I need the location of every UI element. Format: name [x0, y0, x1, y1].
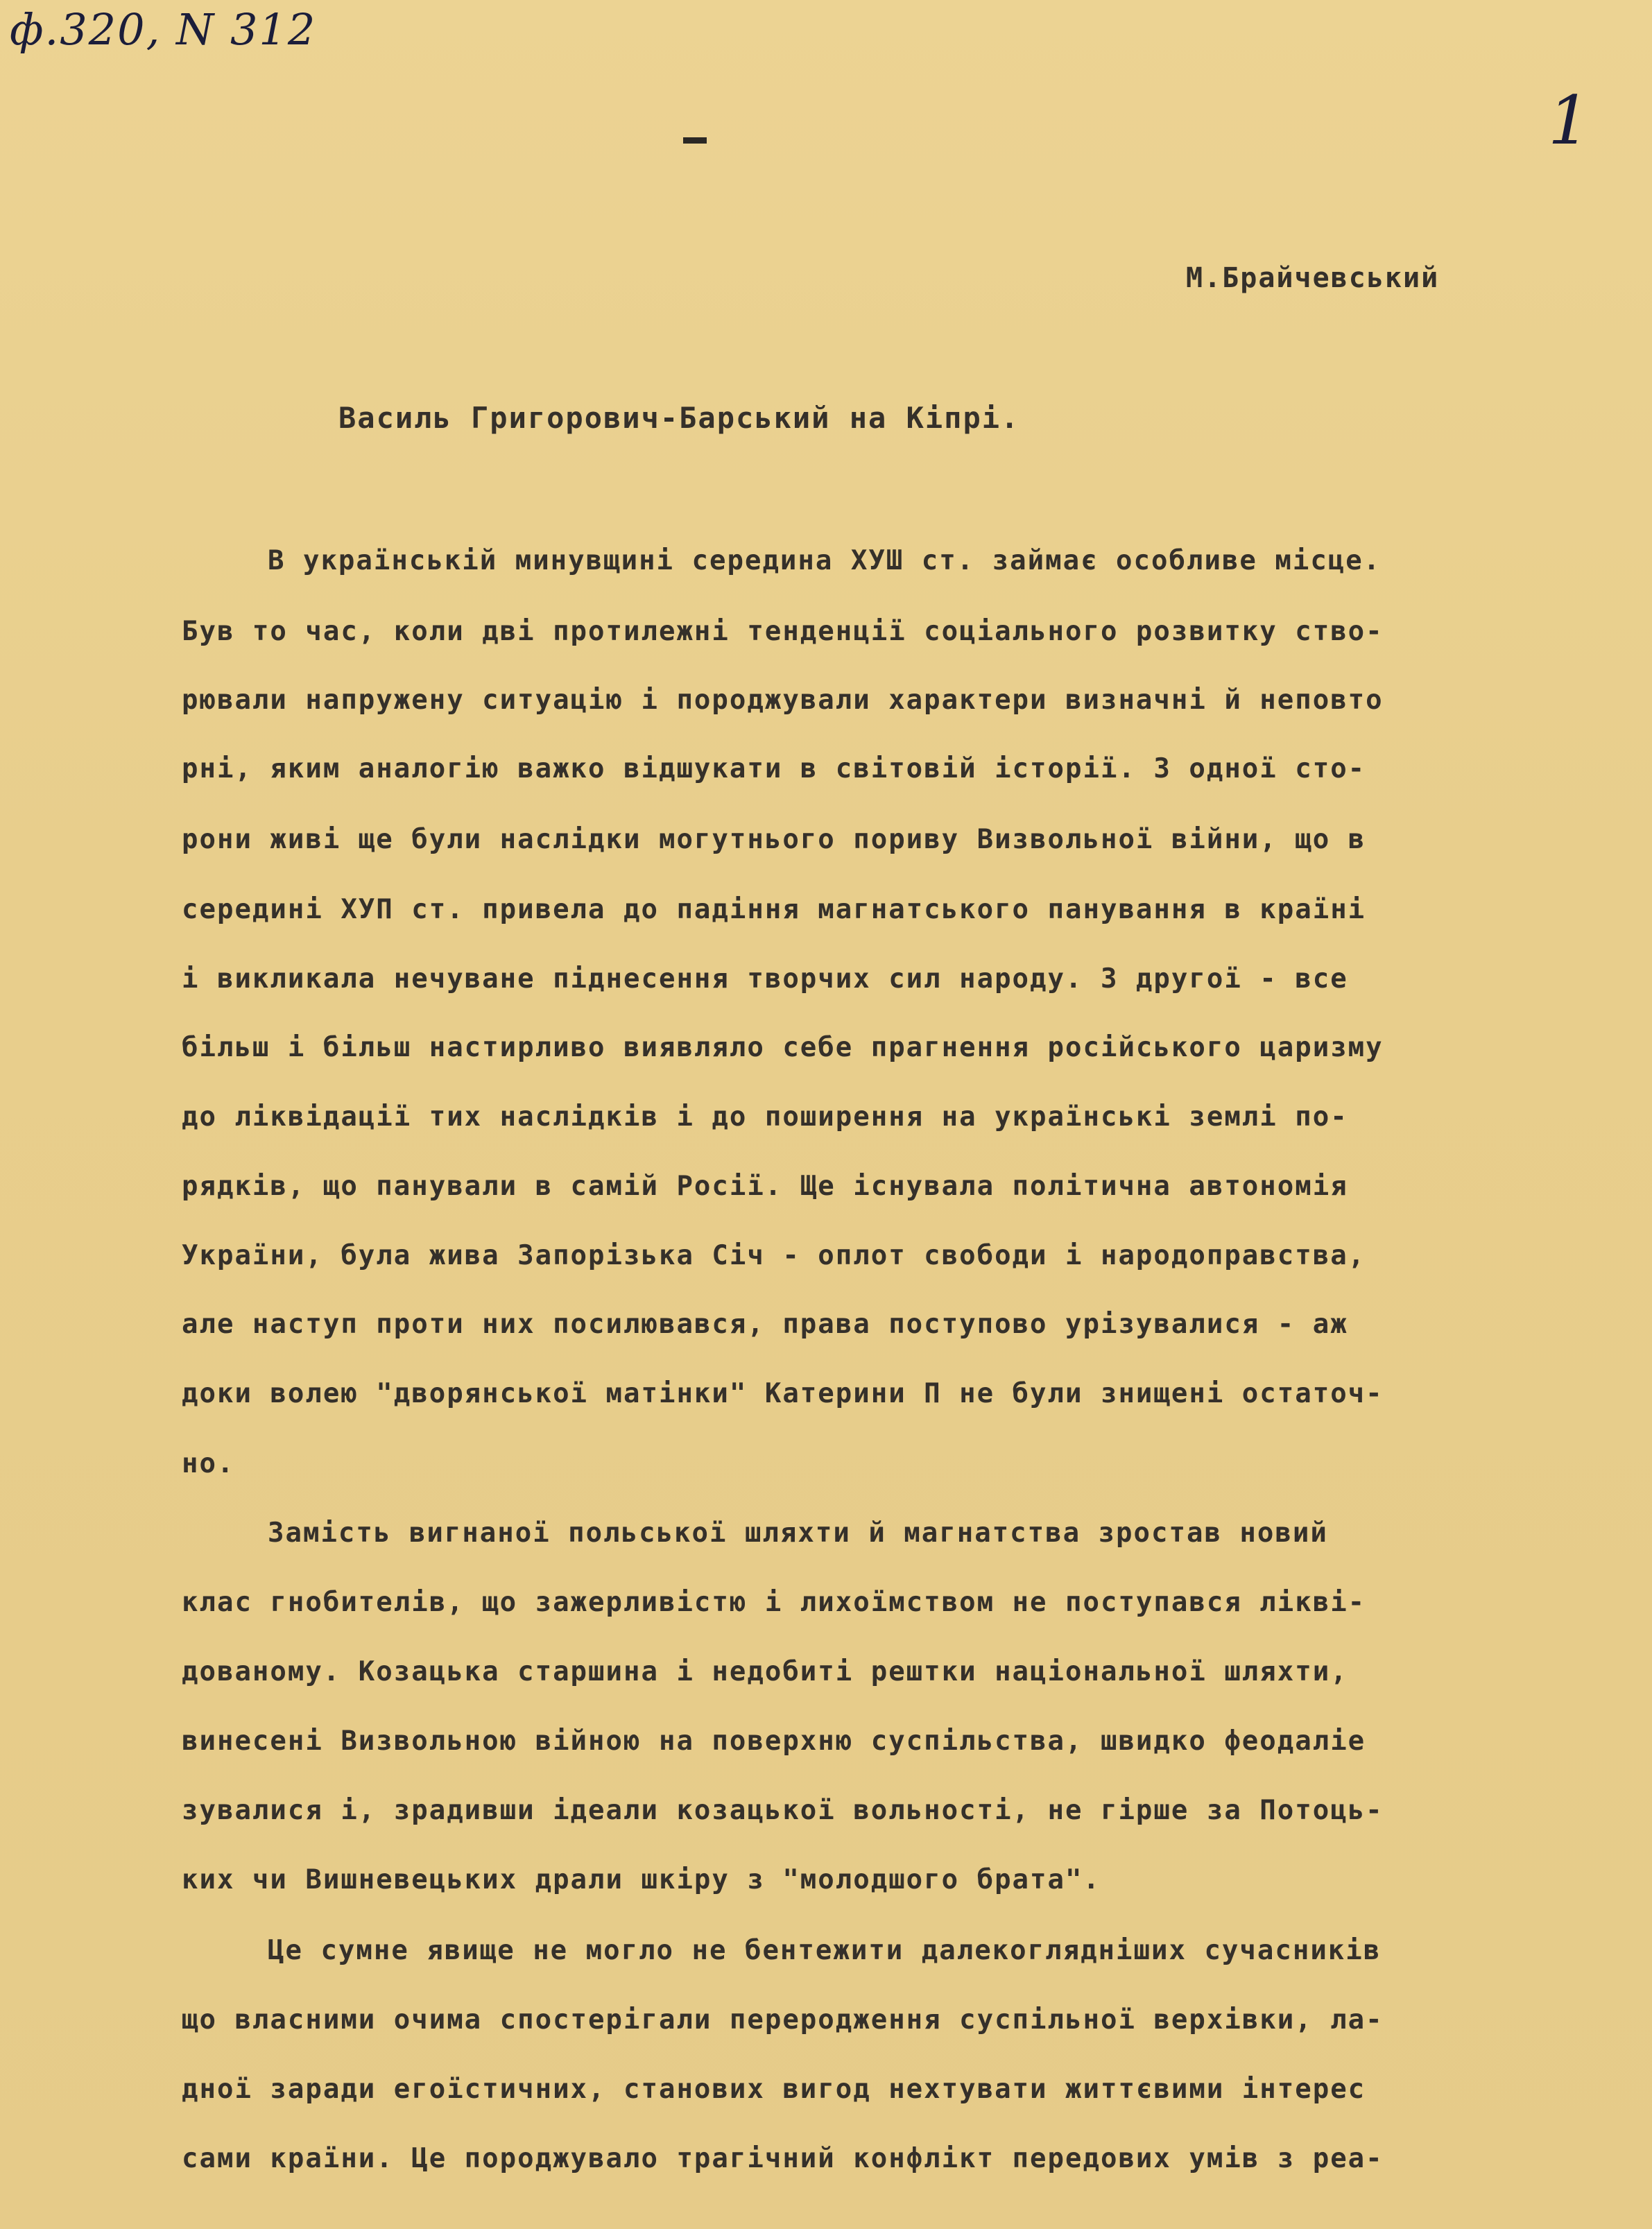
text-line: України, була жива Запорізька Січ - оплот свободи і народоправства, — [182, 1240, 1366, 1271]
document-title: Василь Григорович-Барський на Кіпрі. — [338, 401, 1020, 435]
archive-reference: ф.320, N 312 — [10, 4, 317, 55]
text-line: но. — [182, 1448, 235, 1479]
header-dash — [683, 137, 707, 144]
text-line: середині ХУП ст. привела до падіння магнатського панування в країні — [182, 894, 1366, 925]
text-line: що власними очима спостерігали переродження суспільної верхівки, ла- — [182, 2004, 1384, 2036]
text-line: Це сумне явище не могло не бентежити далекоглядніших сучасників — [268, 1935, 1382, 1966]
text-line: рядків, що панували в самій Росії. Ще існувала політична автономія — [182, 1171, 1348, 1202]
text-line: і викликала нечуване піднесення творчих сил народу. З другої - все — [182, 963, 1348, 995]
text-line: до ліквідації тих наслідків і до поширення на українські землі по- — [182, 1101, 1348, 1133]
text-line: дної заради егоїстичних, станових вигод нехтувати життєвими інтерес — [182, 2074, 1366, 2105]
text-line: зувалися і, зрадивши ідеали козацької вольності, не гірше за Потоць- — [182, 1795, 1384, 1826]
text-line: В українській минувщині середина ХУШ ст. займає особливе місце. — [268, 545, 1382, 576]
text-line: ких чи Вишневецьких драли шкіру з "молодшого брата". — [182, 1864, 1101, 1895]
text-line: клас гнобителів, що зажерливістю і лихоїмством не поступався ліквi- — [182, 1587, 1366, 1618]
text-line: винесені Визвольною війною на поверхню суспільства, швидко феодаліе — [182, 1725, 1366, 1757]
text-line: більш і більш настирливо виявляло себе прагнення російського царизму — [182, 1032, 1384, 1063]
text-line: доки волею "дворянської матінки" Катерини П не були знищені остаточ- — [182, 1378, 1384, 1409]
text-line: рони живі ще були наслідки могутнього пориву Визвольної війни, що в — [182, 824, 1366, 855]
text-line: рювали напружену ситуацію і породжували характери визначні й неповто — [182, 685, 1384, 716]
author-name: М.Брайчевський — [1186, 262, 1440, 294]
page-number: 1 — [1548, 82, 1591, 160]
text-line: рні, яким аналогію важко відшукати в світовій історії. З одної сто- — [182, 753, 1366, 784]
text-line: дованому. Козацька старшина і недобиті рештки національної шляхти, — [182, 1656, 1348, 1687]
text-line: сами країни. Це породжувало трагічний конфлікт передових умів з реа- — [182, 2143, 1384, 2174]
text-line: Був то час, коли дві протилежні тенденції соціального розвитку ство- — [182, 616, 1384, 647]
text-line: але наступ проти них посилювався, права поступово урізувалися - аж — [182, 1309, 1348, 1340]
text-line: Замість вигнаної польської шляхти й магнатства зростав новий — [268, 1517, 1328, 1549]
